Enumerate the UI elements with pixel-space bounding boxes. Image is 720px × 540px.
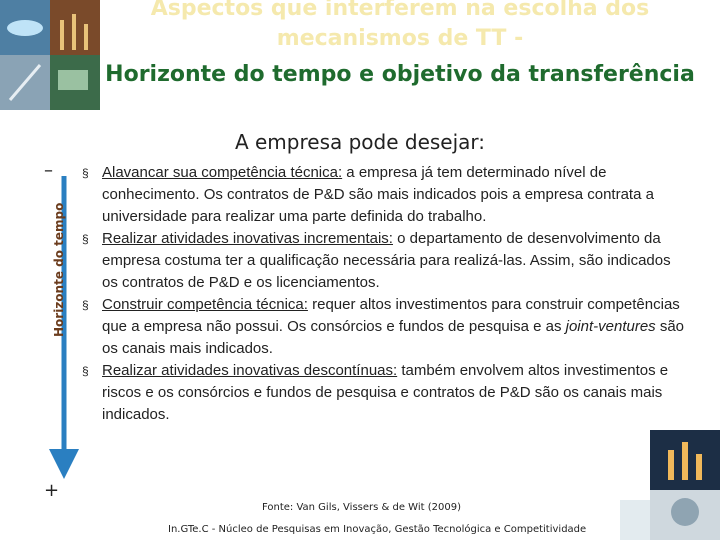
list-item	[78, 294, 688, 360]
title-block	[100, 0, 700, 90]
lead-text: A empresa pode desejar:	[234, 130, 486, 154]
bullet-heading: Realizar atividades inovativas descontínuas:	[102, 362, 398, 379]
collage-image-top-left	[0, 0, 100, 110]
title-line-2: mecanismos de TT -	[276, 26, 524, 51]
bullet-heading: Construir competência técnica:	[102, 296, 308, 313]
bullet-list	[78, 162, 688, 426]
bullet-text: a empresa já tem determinado nível de conhecimento. Os contratos de P&D são mais indicados pois a empresa contrata a universidade para realizar uma parte definida do trabalho.	[102, 164, 654, 225]
bullet-heading: Realizar atividades inovativas incrementais:	[102, 230, 393, 247]
title-line-1: Aspectos que interferem na escolha dos	[150, 0, 650, 21]
collage-image-bottom-right	[590, 420, 720, 540]
bullet-italic-term: joint-ventures	[565, 318, 656, 335]
list-item	[78, 360, 688, 426]
page-subtitle: Horizonte do tempo e objetivo da transferência	[105, 62, 695, 87]
footer-text: In.GTe.C - Núcleo de Pesquisas em Inovação, Gestão Tecnológica e Competitividade	[168, 524, 587, 535]
axis-label-time-horizon: Horizonte do tempo	[52, 202, 66, 338]
bullet-marker: §	[82, 166, 89, 180]
bullet-marker: §	[82, 232, 89, 246]
axis-minus: –	[44, 160, 53, 181]
bullet-text: são os canais mais indicados.	[102, 318, 685, 357]
bullet-marker: §	[82, 364, 89, 378]
list-item	[78, 162, 688, 228]
bullet-text: requer altos investimentos para construir competências que a empresa não possui. Os consórcios e fundos de pesquisa e as	[102, 296, 680, 335]
bullet-marker: §	[82, 298, 89, 312]
bullet-text: também envolvem altos investimentos e riscos e os consórcios e fundos de pesquisa e contratos de P&D são os canais mais indicados.	[102, 362, 669, 423]
bullet-heading: Alavancar sua competência técnica:	[102, 164, 343, 181]
list-item	[78, 228, 688, 294]
source-citation: Fonte: Van Gils, Vissers & de Wit (2009)	[262, 502, 461, 513]
axis-plus: +	[44, 480, 60, 501]
bullet-text: o departamento de desenvolvimento da empresa costuma ter a qualificação necessária para realizá-las. Assim, são indicados os contratos de P&D e os licenciamentos.	[102, 230, 671, 291]
